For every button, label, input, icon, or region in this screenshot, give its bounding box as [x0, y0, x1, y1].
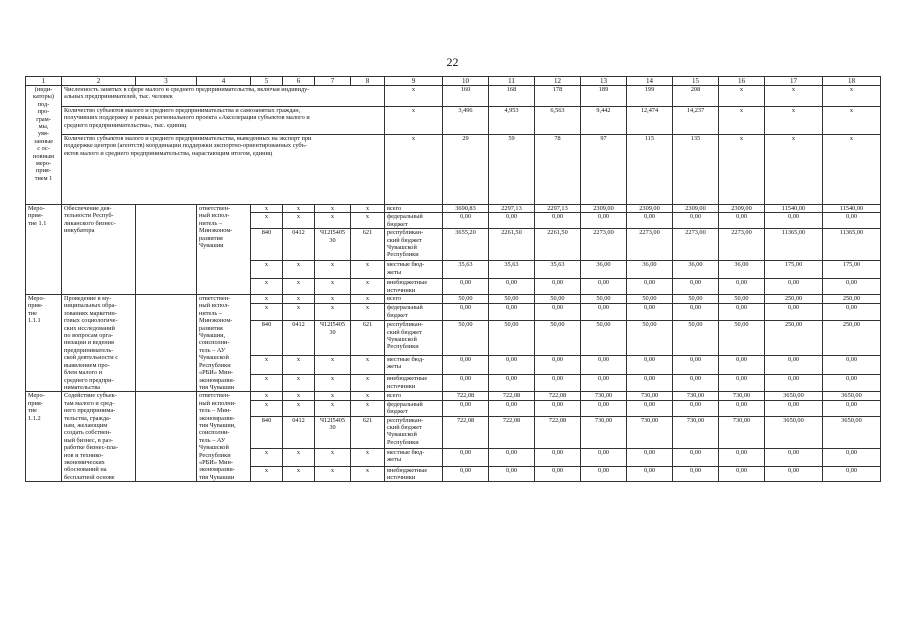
indicator-value: х	[719, 135, 765, 205]
funding-value: 722,08	[489, 416, 535, 448]
budget-code: 840	[251, 321, 283, 356]
indicator-value: х	[765, 135, 823, 205]
funding-value: 0,00	[719, 400, 765, 416]
indicator-row	[26, 107, 881, 135]
funding-value: 3650,00	[823, 416, 881, 448]
funding-value: 0,00	[823, 279, 881, 295]
funding-value: 2309,00	[719, 205, 765, 213]
indicator-value: 6,563	[535, 107, 581, 135]
empty-cell	[136, 392, 197, 482]
indicator-value: 160	[443, 86, 489, 107]
budget-code: х	[251, 355, 283, 374]
funding-value: 2297,13	[489, 205, 535, 213]
funding-source: всего	[385, 295, 443, 304]
indicator-value: 178	[535, 86, 581, 107]
budget-code: х	[251, 448, 283, 466]
funding-value: 0,00	[443, 213, 489, 229]
column-number: 3	[136, 77, 197, 86]
budget-code: х	[251, 375, 283, 392]
funding-value: 175,00	[765, 261, 823, 279]
budget-code: х	[315, 279, 351, 295]
funding-value: 36,00	[673, 261, 719, 279]
funding-value: 0,00	[443, 466, 489, 482]
funding-value: 0,00	[673, 466, 719, 482]
funding-value: 0,00	[673, 355, 719, 374]
column-number: 7	[315, 77, 351, 86]
column-number: 8	[351, 77, 385, 86]
funding-source: всего	[385, 392, 443, 400]
funding-value: 0,00	[719, 304, 765, 321]
indicator-code: х	[385, 135, 443, 205]
funding-value: 0,00	[719, 355, 765, 374]
funding-value: 0,00	[823, 466, 881, 482]
funding-value: 0,00	[719, 279, 765, 295]
budget-code: х	[251, 392, 283, 400]
funding-value: 730,00	[719, 392, 765, 400]
budget-code: х	[351, 261, 385, 279]
indicator-code: х	[385, 86, 443, 107]
budget-code: х	[351, 279, 385, 295]
indicator-value: 199	[627, 86, 673, 107]
budget-code: х	[315, 205, 351, 213]
indicator-value: х	[765, 86, 823, 107]
funding-value: 50,00	[719, 321, 765, 356]
event-label: Меро- прия- тие 1.1.2	[26, 392, 62, 482]
funding-value: 730,00	[627, 416, 673, 448]
funding-value: 0,00	[673, 448, 719, 466]
funding-value: 2261,50	[489, 229, 535, 261]
funding-value: 2273,00	[581, 229, 627, 261]
page-number: 22	[446, 55, 459, 69]
funding-value: 0,00	[673, 213, 719, 229]
budget-code: Ч12I5405 30	[315, 229, 351, 261]
funding-source: местные бюд- жеты	[385, 448, 443, 466]
funding-value: 730,00	[719, 416, 765, 448]
funding-source: федеральный бюджет	[385, 304, 443, 321]
funding-value: 0,00	[443, 279, 489, 295]
budget-code: х	[315, 392, 351, 400]
funding-value: 0,00	[535, 355, 581, 374]
funding-value: 11365,00	[765, 229, 823, 261]
funding-value: 2297,13	[535, 205, 581, 213]
column-number: 11	[489, 77, 535, 86]
indicator-value: 189	[581, 86, 627, 107]
indicator-value: 12,474	[627, 107, 673, 135]
column-number: 4	[197, 77, 251, 86]
funding-source: федеральный бюджет	[385, 213, 443, 229]
funding-value: 0,00	[489, 355, 535, 374]
budget-code: х	[315, 213, 351, 229]
funding-value: 2261,50	[535, 229, 581, 261]
funding-value: 730,00	[673, 392, 719, 400]
funding-value: 0,00	[823, 213, 881, 229]
budget-code: х	[251, 261, 283, 279]
funding-source: внебюджетные источники	[385, 375, 443, 392]
budget-code: х	[315, 355, 351, 374]
funding-value: 36,00	[581, 261, 627, 279]
funding-value: 0,00	[443, 400, 489, 416]
budget-code: х	[283, 400, 315, 416]
funding-value: 250,00	[823, 321, 881, 356]
funding-source: местные бюд- жеты	[385, 355, 443, 374]
funding-row	[26, 392, 881, 400]
budget-code: х	[251, 400, 283, 416]
funding-value: 0,00	[489, 375, 535, 392]
funding-value: 2309,00	[581, 205, 627, 213]
budget-code: х	[315, 448, 351, 466]
funding-value: 0,00	[823, 304, 881, 321]
column-number: 10	[443, 77, 489, 86]
funding-value: 0,00	[443, 355, 489, 374]
funding-value: 0,00	[581, 400, 627, 416]
funding-value: 722,08	[489, 392, 535, 400]
indicator-text: Численность занятых в сфере малого и среднего предпринимательства, включая индивиду- альных предпринимателей, тыс. человек	[62, 86, 385, 107]
budget-code: Ч12I5405 30	[315, 321, 351, 356]
column-number: 5	[251, 77, 283, 86]
indicator-text: Количество субъектов малого и среднего предпринимательства и самозанятых граждан, получивших поддержку в рамках регионального проекта «Акселерация субъектов малого и среднего предпринимательства», тыс. единиц	[62, 107, 385, 135]
event-name: Обеспечение дея- тельности Респуб- ликанского бизнес- инкубатора	[62, 205, 136, 295]
funding-row	[26, 295, 881, 304]
funding-value: 730,00	[581, 416, 627, 448]
funding-value: 0,00	[627, 375, 673, 392]
budget-code: х	[315, 304, 351, 321]
budget-code: х	[351, 295, 385, 304]
funding-value: 0,00	[489, 279, 535, 295]
budget-code: х	[351, 205, 385, 213]
indicator-value: 115	[627, 135, 673, 205]
indicator-value: 9,442	[581, 107, 627, 135]
budget-code: х	[251, 466, 283, 482]
budget-code: х	[251, 304, 283, 321]
funding-value: 0,00	[489, 213, 535, 229]
budget-code: х	[283, 261, 315, 279]
budget-code: х	[351, 355, 385, 374]
funding-value: 0,00	[765, 304, 823, 321]
funding-value: 11365,00	[823, 229, 881, 261]
funding-value: 0,00	[719, 213, 765, 229]
funding-value: 50,00	[443, 295, 489, 304]
budget-code: 621	[351, 321, 385, 356]
budget-code: х	[315, 375, 351, 392]
funding-value: 0,00	[823, 400, 881, 416]
indicator-value: 29	[443, 135, 489, 205]
funding-value: 0,00	[443, 304, 489, 321]
funding-value: 0,00	[535, 400, 581, 416]
funding-value: 50,00	[581, 321, 627, 356]
budget-code: х	[351, 392, 385, 400]
funding-value: 0,00	[627, 466, 673, 482]
funding-value: 35,63	[489, 261, 535, 279]
funding-value: 36,00	[719, 261, 765, 279]
budget-code: х	[283, 448, 315, 466]
funding-value: 50,00	[535, 321, 581, 356]
funding-source: республикан- ский бюджет Чувашской Республики	[385, 321, 443, 356]
indicator-value: 168	[489, 86, 535, 107]
column-number: 14	[627, 77, 673, 86]
funding-value: 0,00	[581, 304, 627, 321]
funding-value: 0,00	[581, 213, 627, 229]
budget-code: х	[351, 448, 385, 466]
funding-value: 730,00	[673, 416, 719, 448]
funding-source: местные бюд- жеты	[385, 261, 443, 279]
funding-value: 0,00	[489, 400, 535, 416]
indicator-text: Количество субъектов малого и среднего предпринимательства, выведенных на экспорт при поддержке центров (агентств) координации поддержки экспортно-ориентированных субъ- ектов малого и среднего предпринимательства, нарастающим итогом, единиц	[62, 135, 385, 205]
indicator-row	[26, 86, 881, 107]
budget-code: х	[315, 295, 351, 304]
funding-value: 0,00	[443, 448, 489, 466]
indicator-value: х	[719, 107, 765, 135]
funding-value: 2309,00	[673, 205, 719, 213]
funding-value: 0,00	[823, 355, 881, 374]
funding-value: 0,00	[535, 279, 581, 295]
funding-value: 0,00	[535, 375, 581, 392]
budget-code: х	[251, 205, 283, 213]
funding-value: 2273,00	[719, 229, 765, 261]
funding-value: 3650,00	[765, 416, 823, 448]
indicators-label: (инди- каторы) под- про- грам- мы, увя- занные с ос- новным меро- прия- тием 1	[26, 86, 62, 205]
funding-value: 0,00	[581, 466, 627, 482]
funding-value: 0,00	[627, 355, 673, 374]
budget-code: х	[351, 304, 385, 321]
funding-value: 0,00	[627, 448, 673, 466]
column-number: 12	[535, 77, 581, 86]
funding-value: 0,00	[765, 375, 823, 392]
budget-code: х	[283, 392, 315, 400]
funding-value: 0,00	[673, 304, 719, 321]
funding-value: 0,00	[627, 304, 673, 321]
funding-value: 50,00	[627, 295, 673, 304]
funding-value: 0,00	[627, 400, 673, 416]
funding-value: 0,00	[765, 448, 823, 466]
budget-code: х	[351, 400, 385, 416]
indicator-value: 208	[673, 86, 719, 107]
funding-value: 2273,00	[627, 229, 673, 261]
funding-value: 250,00	[765, 321, 823, 356]
funding-source: всего	[385, 205, 443, 213]
indicator-value: х	[823, 135, 881, 205]
budget-code: х	[283, 213, 315, 229]
budget-code: х	[351, 466, 385, 482]
funding-value: 0,00	[489, 466, 535, 482]
budget-code: х	[315, 466, 351, 482]
funding-value: 0,00	[765, 466, 823, 482]
column-number-row	[26, 77, 881, 86]
budget-code: х	[283, 295, 315, 304]
funding-value: 0,00	[673, 400, 719, 416]
funding-value: 0,00	[673, 375, 719, 392]
indicator-value: х	[765, 107, 823, 135]
funding-value: 11540,00	[765, 205, 823, 213]
empty-cell	[136, 295, 197, 392]
budget-code: Ч12I5405 30	[315, 416, 351, 448]
budget-code: х	[251, 279, 283, 295]
funding-value: 11540,00	[823, 205, 881, 213]
funding-value: 50,00	[719, 295, 765, 304]
event-label: Меро- прия- тие 1.1.1	[26, 295, 62, 392]
funding-value: 0,00	[765, 279, 823, 295]
column-number: 13	[581, 77, 627, 86]
funding-value: 730,00	[627, 392, 673, 400]
event-executor: ответствен- ный исполни- тель – Мин- экономразви- тия Чувашии, соисполни- тель – АУ Чувашской Республики «РБИ» Мин- экономразви- тия Чувашии	[197, 392, 251, 482]
indicator-value: х	[719, 86, 765, 107]
funding-value: 0,00	[581, 355, 627, 374]
funding-value: 0,00	[823, 448, 881, 466]
funding-value: 0,00	[581, 448, 627, 466]
budget-code: х	[351, 213, 385, 229]
indicator-value: х	[823, 86, 881, 107]
funding-value: 2273,00	[673, 229, 719, 261]
funding-value: 0,00	[489, 448, 535, 466]
funding-value: 0,00	[535, 448, 581, 466]
funding-value: 50,00	[581, 295, 627, 304]
column-number: 6	[283, 77, 315, 86]
indicator-value: х	[823, 107, 881, 135]
funding-value: 3650,00	[823, 392, 881, 400]
funding-row	[26, 205, 881, 213]
funding-source: республикан- ский бюджет Чувашской Республики	[385, 229, 443, 261]
funding-value: 0,00	[535, 304, 581, 321]
budget-code: х	[251, 295, 283, 304]
indicator-code: х	[385, 107, 443, 135]
budget-code: 0412	[283, 229, 315, 261]
funding-value: 722,08	[535, 392, 581, 400]
budget-code: 621	[351, 229, 385, 261]
funding-value: 3690,83	[443, 205, 489, 213]
funding-value: 50,00	[627, 321, 673, 356]
empty-cell	[136, 205, 197, 295]
program-table	[25, 76, 881, 482]
budget-code: х	[351, 375, 385, 392]
funding-value: 35,63	[443, 261, 489, 279]
funding-value: 0,00	[627, 213, 673, 229]
budget-code: 840	[251, 229, 283, 261]
budget-code: х	[283, 355, 315, 374]
funding-value: 0,00	[719, 448, 765, 466]
event-executor: ответствен- ный испол- нитель – Минэконом- развития Чувашии, соисполни- тель – АУ Чувашской Республики «РБИ» Мин- экономразви- тия Чувашии	[197, 295, 251, 392]
indicator-value: 14,237	[673, 107, 719, 135]
budget-code: 0412	[283, 321, 315, 356]
funding-value: 0,00	[765, 213, 823, 229]
budget-code: 840	[251, 416, 283, 448]
funding-value: 722,08	[443, 416, 489, 448]
budget-code: 621	[351, 416, 385, 448]
funding-source: федеральный бюджет	[385, 400, 443, 416]
column-number: 17	[765, 77, 823, 86]
indicator-value: 4,953	[489, 107, 535, 135]
funding-value: 3655,20	[443, 229, 489, 261]
funding-value: 2309,00	[627, 205, 673, 213]
funding-value: 0,00	[535, 213, 581, 229]
funding-value: 250,00	[765, 295, 823, 304]
funding-value: 0,00	[719, 466, 765, 482]
funding-value: 250,00	[823, 295, 881, 304]
funding-value: 722,08	[443, 392, 489, 400]
funding-value: 722,08	[535, 416, 581, 448]
indicator-value: 59	[489, 135, 535, 205]
budget-code: 0412	[283, 416, 315, 448]
event-label: Меро- прия- тие 1.1	[26, 205, 62, 295]
budget-code: х	[315, 261, 351, 279]
funding-value: 3650,00	[765, 392, 823, 400]
column-number: 18	[823, 77, 881, 86]
funding-value: 35,63	[535, 261, 581, 279]
column-number: 1	[26, 77, 62, 86]
funding-value: 50,00	[673, 295, 719, 304]
funding-value: 50,00	[443, 321, 489, 356]
indicator-row	[26, 135, 881, 205]
budget-code: х	[315, 400, 351, 416]
funding-value: 0,00	[823, 375, 881, 392]
funding-value: 50,00	[535, 295, 581, 304]
indicator-value: 97	[581, 135, 627, 205]
funding-value: 0,00	[765, 400, 823, 416]
funding-value: 175,00	[823, 261, 881, 279]
column-number: 9	[385, 77, 443, 86]
funding-value: 0,00	[443, 375, 489, 392]
funding-value: 50,00	[489, 321, 535, 356]
funding-value: 0,00	[581, 375, 627, 392]
event-name: Проведение в му- ниципальных обра- зованиях маркетин- говых социологиче- ских исследований по вопросам орга- низации и ведения предприниматель- ской деятельности с выявлением про- блем малого и среднего предпри- нимательства	[62, 295, 136, 392]
event-name: Содействие субъек- там малого и сред- него предпринима- тельства, гражда- нам, желающим создать собствен- ный бизнес, в раз- работке бизнес-пла- нов и технико- экономических обоснований на бесплатной основе	[62, 392, 136, 482]
column-number: 2	[62, 77, 136, 86]
funding-value: 730,00	[581, 392, 627, 400]
budget-code: х	[283, 375, 315, 392]
funding-value: 0,00	[627, 279, 673, 295]
budget-code: х	[283, 466, 315, 482]
indicator-value: 78	[535, 135, 581, 205]
funding-value: 0,00	[719, 375, 765, 392]
funding-value: 50,00	[489, 295, 535, 304]
funding-value: 0,00	[581, 279, 627, 295]
funding-value: 0,00	[673, 279, 719, 295]
funding-source: республикан- ский бюджет Чувашской Республики	[385, 416, 443, 448]
funding-source: внебюджетные источники	[385, 466, 443, 482]
column-number: 16	[719, 77, 765, 86]
funding-value: 36,00	[627, 261, 673, 279]
indicator-value: 3,496	[443, 107, 489, 135]
event-executor: ответствен- ный испол- нитель – Минэконом- развития Чувашии	[197, 205, 251, 295]
budget-code: х	[251, 213, 283, 229]
budget-code: х	[283, 304, 315, 321]
column-number: 15	[673, 77, 719, 86]
funding-value: 0,00	[765, 355, 823, 374]
indicator-value: 135	[673, 135, 719, 205]
budget-code: х	[283, 279, 315, 295]
funding-source: внебюджетные источники	[385, 279, 443, 295]
funding-value: 0,00	[535, 466, 581, 482]
budget-code: х	[283, 205, 315, 213]
funding-value: 50,00	[673, 321, 719, 356]
funding-value: 0,00	[489, 304, 535, 321]
